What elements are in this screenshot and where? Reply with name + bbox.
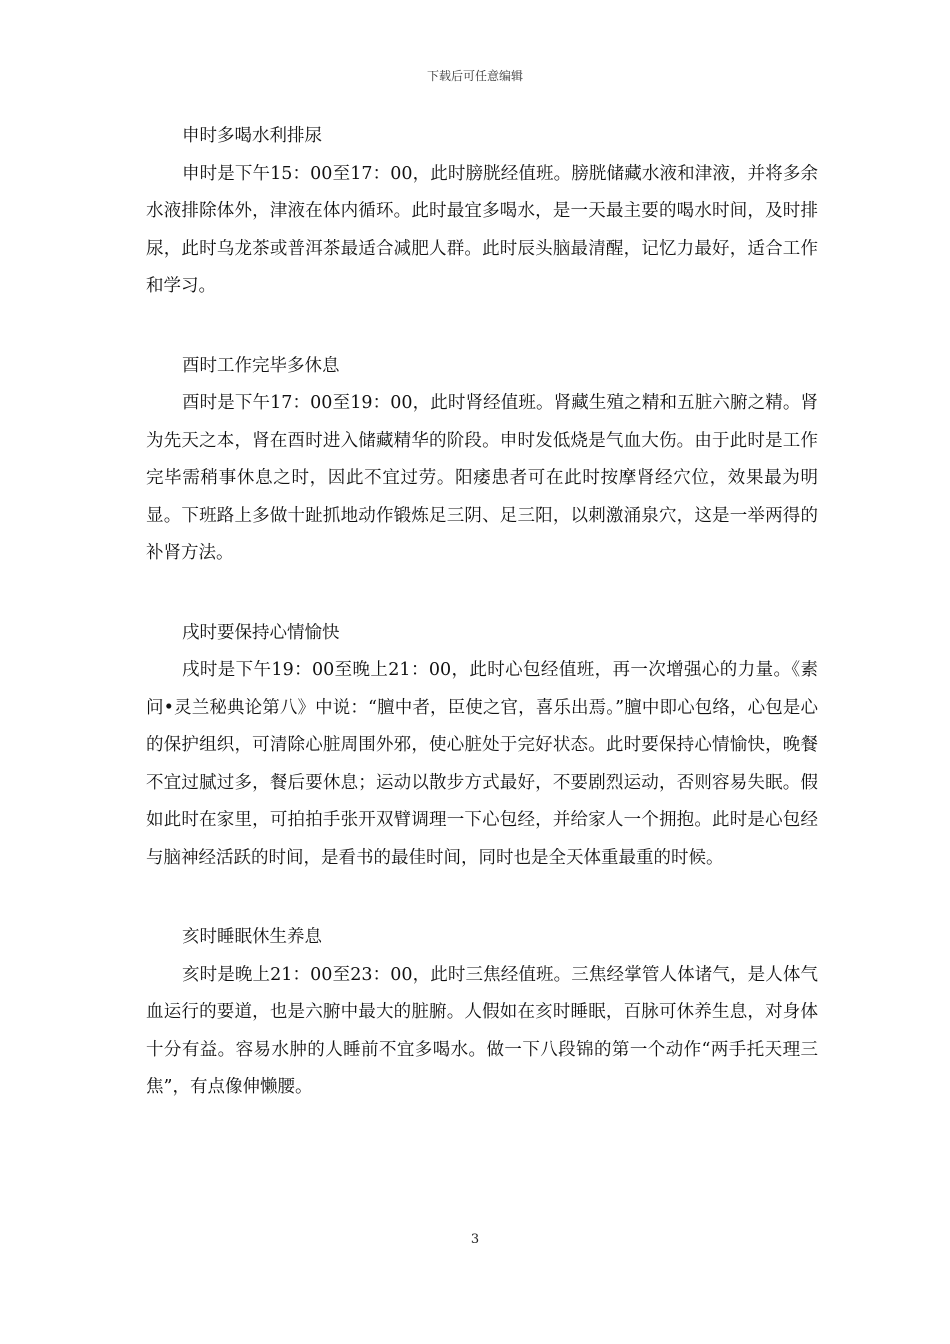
page-number: 3 (470, 1232, 480, 1247)
section-youshi (146, 348, 818, 573)
section-paragraph: 戌时是下午19：00至晚上21：00，此时心包经值班，再一次增强心的力量。《素问•灵兰秘典论第八》中说：“膻中者，臣使之官，喜乐出焉。”膻中即心包络，心包是心的保护组织，可清除心脏周围外邪，使心脏处于完好状态。此时要保持心情愉快，晚餐不宜过腻过多，餐后要休息；运动以散步方式最好，不要剧烈运动，否则容易失眠。假如此时在家里，可拍拍手张开双臂调理一下心包经，并给家人一个拥抱。此时是心包经与脑神经活跃的时间，是看书的最佳时间，同时也是全天体重最重的时候。 (146, 660, 818, 868)
section-paragraph: 申时是下午15：00至17：00，此时膀胱经值班。膀胱储藏水液和津液，并将多余水液排除体外，津液在体内循环。此时最宜多喝水，是一天最主要的喝水时间，及时排尿，此时乌龙茶或普洱茶最适合减肥人群。此时辰头脑最清醒，记忆力最好，适合工作和学习。 (146, 163, 818, 296)
section-shenshi (146, 118, 818, 306)
section-heading: 申时多喝水利排尿 (182, 126, 322, 146)
section-xushi (146, 615, 818, 878)
page-header: 下载后可任意编辑 (426, 69, 523, 83)
section-haishi (146, 919, 818, 1107)
document-body (146, 118, 818, 1149)
section-heading: 亥时睡眠休生养息 (182, 927, 322, 947)
section-heading: 酉时工作完毕多休息 (182, 355, 340, 376)
section-paragraph: 亥时是晚上21：00至23：00，此时三焦经值班。三焦经掌管人体诸气，是人体气血运行的要道，也是六腑中最大的脏腑。人假如在亥时睡眠，百脉可休养生息，对身体十分有益。容易水肿的人睡前不宜多喝水。做一下八段锦的第一个动作“两手托天理三焦”，有点像伸懒腰。 (146, 964, 818, 1097)
section-paragraph: 酉时是下午17：00至19：00，此时肾经值班。肾藏生殖之精和五脏六腑之精。肾为先天之本，肾在酉时进入储藏精华的阶段。申时发低烧是气血大伤。由于此时是工作完毕需稍事休息之时，因此不宜过劳。阳痿患者可在此时按摩肾经穴位，效果最为明显。下班路上多做十趾抓地动作锻炼足三阴、足三阳，以刺激涌泉穴，这是一举两得的补肾方法。 (146, 393, 818, 563)
section-heading: 戌时要保持心情愉快 (182, 622, 340, 643)
